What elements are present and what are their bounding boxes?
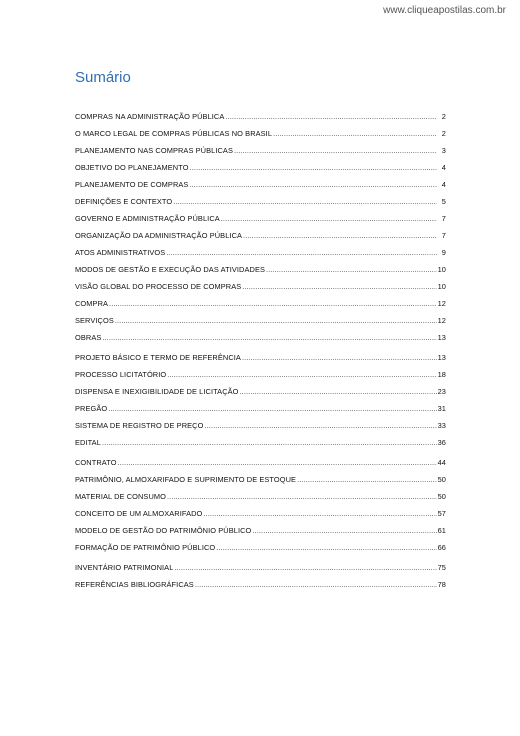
toc-entry-label: DEFINIÇÕES E CONTEXTO (75, 197, 173, 206)
toc-dot-leader (225, 112, 437, 121)
toc-page-number: 50 (437, 475, 446, 484)
toc-page-number: 4 (441, 180, 446, 189)
toc-entry[interactable] (75, 313, 446, 325)
toc-entry[interactable] (75, 126, 446, 138)
toc-entry[interactable] (75, 262, 446, 274)
toc-dot-leader (195, 580, 437, 589)
toc-entry-label: ATOS ADMINISTRATIVOS (75, 248, 166, 257)
toc-dot-leader (115, 316, 437, 325)
toc-page-number: 13 (437, 353, 446, 362)
toc-page-number: 12 (437, 316, 446, 325)
toc-page-number: 7 (441, 214, 446, 223)
toc-entry[interactable] (75, 560, 446, 572)
toc-entry[interactable] (75, 279, 446, 291)
toc-page-number: 7 (441, 231, 446, 240)
toc-dot-leader (240, 387, 437, 396)
toc-entry-label: PROCESSO LICITATÓRIO (75, 370, 167, 379)
toc-page-number: 18 (437, 370, 446, 379)
toc-dot-leader (252, 526, 436, 535)
toc-title: Sumário (75, 69, 131, 86)
toc-page-number: 44 (437, 458, 446, 467)
toc-entry-label: ORGANIZAÇÃO DA ADMINISTRAÇÃO PÚBLICA (75, 231, 243, 240)
toc-entry[interactable] (75, 506, 446, 518)
toc-entry[interactable] (75, 401, 446, 413)
toc-entry-label: COMPRA (75, 299, 109, 308)
toc-page-number: 33 (437, 421, 446, 430)
toc-page-number: 10 (437, 282, 446, 291)
toc-entry-label: GOVERNO E ADMINISTRAÇÃO PÚBLICA (75, 214, 220, 223)
toc-entry[interactable] (75, 455, 446, 467)
toc-entry[interactable] (75, 472, 446, 484)
toc-dot-leader (216, 543, 436, 552)
toc-dot-leader (242, 353, 437, 362)
toc-page-number: 23 (437, 387, 446, 396)
site-url-header: www.cliqueapostilas.com.br (383, 5, 506, 16)
toc-entry-label: REFERÊNCIAS BIBLIOGRÁFICAS (75, 580, 194, 589)
toc-page-number: 3 (441, 146, 446, 155)
toc-dot-leader (190, 163, 437, 172)
toc-entry[interactable] (75, 177, 446, 189)
toc-page-number: 2 (441, 112, 446, 121)
toc-dot-leader (109, 299, 437, 308)
toc-dot-leader (189, 180, 437, 189)
toc-entry-label: MATERIAL DE CONSUMO (75, 492, 167, 501)
toc-page-number: 66 (437, 543, 446, 552)
toc-entry-label: VISÃO GLOBAL DO PROCESSO DE COMPRAS (75, 282, 242, 291)
toc-entry-label: EDITAL (75, 438, 101, 447)
toc-dot-leader (167, 492, 437, 501)
toc-page-number: 61 (437, 526, 446, 535)
toc-entry-label: OBRAS (75, 333, 102, 342)
toc-dot-leader (204, 421, 436, 430)
toc-entry-label: FORMAÇÃO DE PATRIMÔNIO PÚBLICO (75, 543, 216, 552)
toc-entry-label: SISTEMA DE REGISTRO DE PREÇO (75, 421, 204, 430)
toc-entry-label: MODELO DE GESTÃO DO PATRIMÔNIO PÚBLICO (75, 526, 252, 535)
toc-dot-leader (102, 333, 436, 342)
toc-entry[interactable] (75, 523, 446, 535)
toc-dot-leader (167, 370, 436, 379)
toc-dot-leader (273, 129, 437, 138)
toc-page-number: 78 (437, 580, 446, 589)
toc-entry-label: PROJETO BÁSICO E TERMO DE REFERÊNCIA (75, 353, 241, 362)
toc-dot-leader (266, 265, 437, 274)
toc-page-number: 57 (437, 509, 446, 518)
toc-entry-label: PLANEJAMENTO DE COMPRAS (75, 180, 189, 189)
toc-page-number: 36 (437, 438, 446, 447)
toc-entry[interactable] (75, 540, 446, 552)
toc-entry-label: CONCEITO DE UM ALMOXARIFADO (75, 509, 203, 518)
toc-entry[interactable] (75, 367, 446, 379)
toc-dot-leader (173, 197, 437, 206)
toc-dot-leader (203, 509, 436, 518)
toc-entry-label: SERVIÇOS (75, 316, 114, 325)
toc-entry[interactable] (75, 489, 446, 501)
toc-page-number: 4 (441, 163, 446, 172)
toc-dot-leader (297, 475, 437, 484)
toc-dot-leader (221, 214, 437, 223)
toc-page-number: 10 (437, 265, 446, 274)
toc-page-number: 75 (437, 563, 446, 572)
toc-entry[interactable] (75, 245, 446, 257)
toc-entry-label: PREGÃO (75, 404, 108, 413)
toc-entry-label: O MARCO LEGAL DE COMPRAS PÚBLICAS NO BRASIL (75, 129, 273, 138)
toc-entry[interactable] (75, 228, 446, 240)
toc-entry-label: MODOS DE GESTÃO E EXECUÇÃO DAS ATIVIDADES (75, 265, 265, 274)
toc-page-number: 13 (437, 333, 446, 342)
toc-entry[interactable] (75, 435, 446, 447)
toc-entry[interactable] (75, 577, 446, 589)
toc-entry[interactable] (75, 418, 446, 430)
toc-page-number: 2 (441, 129, 446, 138)
toc-entry[interactable] (75, 384, 446, 396)
toc-dot-leader (166, 248, 437, 257)
toc-page-number: 9 (441, 248, 446, 257)
toc-page-number: 50 (437, 492, 446, 501)
toc-entry-label: DISPENSA E INEXIGIBILIDADE DE LICITAÇÃO (75, 387, 239, 396)
toc-entry[interactable] (75, 109, 446, 121)
toc-entry[interactable] (75, 350, 446, 362)
toc-dot-leader (102, 438, 437, 447)
toc-page-number: 31 (437, 404, 446, 413)
toc-dot-leader (242, 282, 436, 291)
toc-entry-label: PATRIMÔNIO, ALMOXARIFADO E SUPRIMENTO DE ESTOQUE (75, 475, 297, 484)
toc-entry-label: OBJETIVO DO PLANEJAMENTO (75, 163, 189, 172)
toc-entry[interactable] (75, 160, 446, 172)
toc-dot-leader (108, 404, 436, 413)
toc-dot-leader (234, 146, 437, 155)
toc-entry[interactable] (75, 330, 446, 342)
toc-dot-leader (118, 458, 437, 467)
toc-entry-label: PLANEJAMENTO NAS COMPRAS PÚBLICAS (75, 146, 233, 155)
toc-entry-label: CONTRATO (75, 458, 117, 467)
toc-entry-label: COMPRAS NA ADMINISTRAÇÃO PÚBLICA (75, 112, 225, 121)
toc-entry[interactable] (75, 194, 446, 206)
toc-entry[interactable] (75, 211, 446, 223)
toc-entry[interactable] (75, 143, 446, 155)
toc-page-number: 12 (437, 299, 446, 308)
toc-entry[interactable] (75, 296, 446, 308)
toc-page-number: 5 (441, 197, 446, 206)
toc-dot-leader (174, 563, 436, 572)
toc-dot-leader (243, 231, 437, 240)
toc-entry-label: INVENTÁRIO PATRIMONIAL (75, 563, 174, 572)
